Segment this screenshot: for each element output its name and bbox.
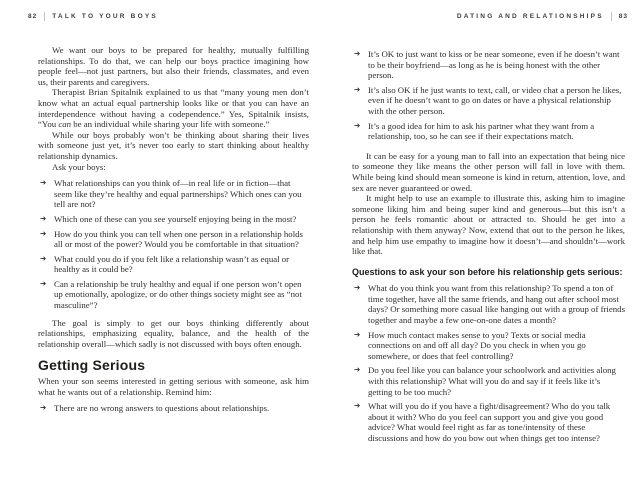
list-item (352, 283, 625, 325)
page-number-right: 83 (618, 13, 628, 20)
list-item-text: What could you do if you felt like a relationship wasn’t as equal or healthy as it could be? (54, 253, 290, 275)
list-item-text: Can a relationship be truly healthy and equal if one person won’t open up emotionally, apologize, or do other things society might see as “not masculine”? (54, 278, 302, 311)
paragraph: It can be easy for a young man to fall into an expectation that being nice to someone they like means the other person will fall in love with them. While being kind should mean someone is kind in return, attention, love, and sex are never guaranteed or owed. (352, 150, 625, 193)
list-item (38, 279, 309, 311)
paragraph-text: Therapist Brian Spitalnik explained to us that “many young men don’t know what an actual equal partnership looks like or that you can have an interdependence without having a codependence.” Yes, Spitalnik insists, “You (38, 87, 309, 130)
running-head-title-left: TALK TO YOUR BOYS (52, 13, 158, 20)
list-item-text: Which one of these can you see yourself enjoying being in the most? (54, 213, 297, 224)
list-item-text: It’s a good idea for him to ask his partner what they want from a relationship, too, so he can see if their expectations match. (368, 120, 595, 142)
arrow-bullet-icon: ➔ (354, 49, 361, 58)
running-head-title-right: DATING AND RELATIONSHIPS (456, 13, 604, 20)
emphasized-word: can (58, 119, 72, 130)
ok-list (352, 49, 625, 142)
list-item (352, 330, 625, 362)
running-head-right (457, 12, 628, 21)
list-item (352, 49, 625, 81)
list-item-text: What will you do if you have a fight/disagreement? Who do you talk about it with? Who do you feel can support you and give you good advice? What would feel right as far as tone/intensity of these discussions and how do you bow out when things get too intense? (368, 401, 611, 443)
paragraph (38, 87, 309, 129)
list-item-text: It’s OK to just want to kiss or be near someone, even if he doesn’t want to be their boyfriend—as long as he is being honest with the other person. (368, 49, 620, 81)
header-divider-left (44, 12, 45, 21)
page-right (352, 49, 625, 451)
page-left (38, 45, 309, 421)
arrow-bullet-icon: ➔ (354, 365, 361, 375)
list-item (352, 401, 625, 443)
running-head (0, 12, 640, 24)
arrow-bullet-icon: ➔ (354, 84, 361, 94)
arrow-bullet-icon: ➔ (354, 401, 361, 411)
questions-subheading: Questions to ask your son before his relationship gets serious: (352, 266, 623, 277)
paragraph: While our boys probably won’t be thinking about sharing their lives with someone just yet, it’s never too early to start thinking about healthy relationship dynamics. (38, 129, 309, 161)
list-item (38, 403, 309, 414)
section-heading: Getting Serious (38, 357, 146, 374)
list-item-text: What do you think you want from this relationship? To spend a ton of time together, have all the same friends, and hang out after school most days? Or something more casual like hanging out with a group of friends together and maybe a few one-on-one dates a month? (368, 283, 626, 326)
arrow-bullet-icon: ➔ (40, 213, 47, 223)
paragraph: Ask your boys: (52, 161, 106, 172)
remind-him-list (38, 403, 309, 414)
arrow-bullet-icon: ➔ (40, 278, 47, 288)
list-item (38, 254, 309, 275)
list-item (352, 365, 625, 397)
list-item (352, 85, 625, 117)
page-number-left: 82 (28, 13, 38, 20)
paragraph: When your son seems interested in getting serious with someone, ask him what he wants out of a relationship. Remind him: (38, 376, 309, 397)
arrow-bullet-icon: ➔ (354, 120, 361, 130)
paragraph-text: be an individual while sharing your life with someone.” (71, 119, 270, 130)
arrow-bullet-icon: ➔ (40, 178, 47, 188)
list-item (352, 121, 625, 142)
header-divider-right (611, 12, 612, 21)
paragraph: We want our boys to be prepared for healthy, mutually fulfilling relationships. To do that, we can help our boys practice imagining how people feel—not just partners, but also their friends, classmates, and even us, their parents and caregivers. (38, 45, 309, 87)
ask-your-boys-list (38, 178, 309, 311)
arrow-bullet-icon: ➔ (354, 283, 361, 293)
list-item-text: How do you think you can tell when one person in a relationship holds all or most of the power? Would you be comfortable in that situation? (54, 228, 303, 250)
list-item (38, 229, 309, 250)
paragraph: The goal is simply to get our boys thinking differently about relationships, emphasizing equality, balance, and the health of the relationship overall—which sadly is not discussed with boys often enough. (38, 317, 309, 349)
running-head-left (28, 12, 158, 21)
list-item-text: There are no wrong answers to questions about relationships. (54, 403, 270, 414)
list-item-text: Do you feel like you can balance your schoolwork and activities along with this relationship? What will you do and say if it feels like it’s getting to be too much? (368, 365, 616, 397)
paragraph: It might help to use an example to illustrate this, asking him to imagine someone liking him and being super kind and generous—but this isn’t a person he feels romantic about or attracted to. Should he get into a relationship with them anyway? Now, extend that out to the person he likes, and help him use empathy to imagine how it doesn’t—and shouldn’t—work like that. (352, 193, 625, 257)
arrow-bullet-icon: ➔ (40, 403, 47, 413)
list-item-text: What relationships can you think of—in real life or in fiction—that seem like they’re healthy and equal partnerships? Which ones can you tell are not? (54, 178, 302, 210)
list-item (38, 178, 309, 210)
questions-list (352, 283, 625, 443)
list-item-text: How much contact makes sense to you? Texts or social media connections on and off all day? Do you check in when you go somewhere, or does that feel controlling? (368, 329, 586, 361)
list-item (38, 214, 309, 225)
arrow-bullet-icon: ➔ (40, 253, 47, 263)
arrow-bullet-icon: ➔ (354, 329, 361, 339)
list-item-text: It’s also OK if he just wants to text, call, or video chat a person he likes, even if he doesn’t want to go on dates or have a physical relationship with the other person. (368, 84, 622, 116)
arrow-bullet-icon: ➔ (40, 228, 47, 238)
